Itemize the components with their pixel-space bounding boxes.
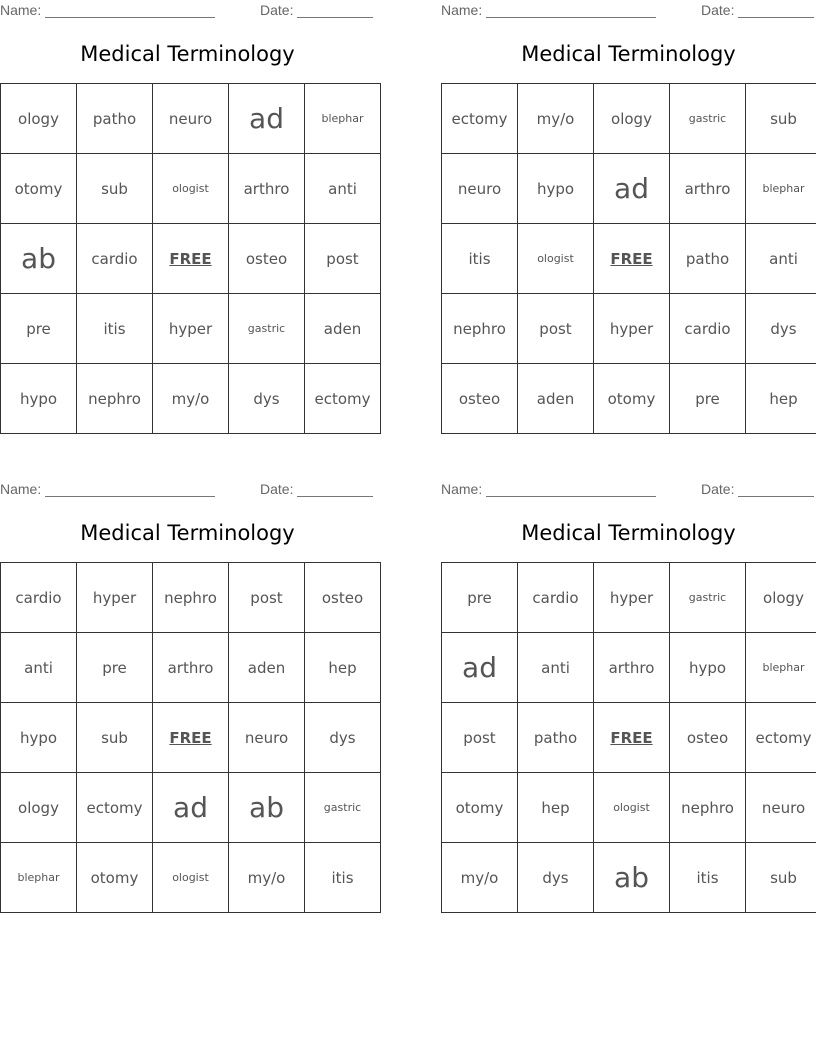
bingo-cell[interactable]: hypo [1,703,77,773]
bingo-cell[interactable]: hep [518,773,594,843]
bingo-cell[interactable]: dys [746,294,816,364]
bingo-card [0,0,375,440]
grid-row [1,224,381,294]
date-label: Date: [260,2,294,18]
bingo-cell[interactable]: itis [670,843,746,913]
bingo-cell[interactable]: hyper [594,563,670,633]
bingo-cell[interactable]: pre [442,563,518,633]
bingo-cell[interactable]: osteo [305,563,381,633]
bingo-cell[interactable]: arthro [594,633,670,703]
card-header [0,479,375,501]
bingo-cell[interactable]: blephar [1,843,77,913]
grid-row [442,773,816,843]
bingo-cell[interactable]: post [442,703,518,773]
card-title: Medical Terminology [521,521,736,545]
bingo-cell[interactable]: otomy [1,154,77,224]
bingo-cell[interactable]: ab [594,843,670,913]
bingo-cell[interactable]: ad [594,154,670,224]
bingo-cell[interactable]: sub [746,843,816,913]
grid-row [1,84,381,154]
bingo-cell[interactable]: arthro [229,154,305,224]
bingo-cell[interactable]: blephar [746,154,816,224]
bingo-cell[interactable]: anti [746,224,816,294]
grid-row [442,563,816,633]
bingo-cell[interactable]: otomy [594,364,670,434]
bingo-cell[interactable]: cardio [77,224,153,294]
bingo-cell[interactable]: post [518,294,594,364]
bingo-cell[interactable]: anti [1,633,77,703]
bingo-cell[interactable]: neuro [442,154,518,224]
grid-row [1,154,381,224]
name-blank-line[interactable] [486,3,656,18]
bingo-cell[interactable]: my/o [518,84,594,154]
grid-row [442,633,816,703]
date-label: Date: [701,2,735,18]
bingo-cell[interactable]: patho [670,224,746,294]
card-title: Medical Terminology [80,42,295,66]
bingo-cell[interactable]: itis [77,294,153,364]
bingo-cell[interactable]: patho [77,84,153,154]
bingo-cell[interactable]: gastric [229,294,305,364]
bingo-cell[interactable]: itis [442,224,518,294]
name-field [441,481,656,497]
free-space-cell[interactable]: FREE [153,703,229,773]
bingo-cell[interactable]: ectomy [746,703,816,773]
bingo-cell[interactable]: dys [305,703,381,773]
bingo-cell[interactable]: neuro [153,84,229,154]
free-space-cell[interactable]: FREE [153,224,229,294]
bingo-cell[interactable]: ab [1,224,77,294]
bingo-cell[interactable]: itis [305,843,381,913]
bingo-cell[interactable]: my/o [153,364,229,434]
bingo-cell[interactable]: gastric [305,773,381,843]
bingo-grid [441,562,816,913]
bingo-cell[interactable]: dys [229,364,305,434]
bingo-cell[interactable]: arthro [670,154,746,224]
bingo-cell[interactable]: ology [594,84,670,154]
date-field [260,481,373,497]
bingo-cell[interactable]: nephro [153,563,229,633]
bingo-cell[interactable]: aden [229,633,305,703]
grid-row [1,364,381,434]
bingo-cell[interactable]: neuro [229,703,305,773]
card-title: Medical Terminology [80,521,295,545]
bingo-cell[interactable]: hyper [77,563,153,633]
bingo-grid [0,83,381,434]
bingo-cell[interactable]: post [305,224,381,294]
bingo-cell[interactable]: ology [1,84,77,154]
bingo-cell[interactable]: ology [1,773,77,843]
name-blank-line[interactable] [486,482,656,497]
bingo-card [0,479,375,919]
bingo-cell[interactable]: ab [229,773,305,843]
bingo-cell[interactable]: anti [518,633,594,703]
bingo-cell[interactable]: pre [670,364,746,434]
bingo-card [441,479,816,919]
date-field [260,2,373,18]
name-label: Name: [0,2,42,18]
name-field [0,481,215,497]
bingo-grid [441,83,816,434]
bingo-cell[interactable]: anti [305,154,381,224]
grid-row [1,773,381,843]
date-field [701,2,814,18]
bingo-cell[interactable]: osteo [229,224,305,294]
grid-row [1,843,381,913]
bingo-cell[interactable]: ad [442,633,518,703]
date-label: Date: [701,481,735,497]
bingo-cell[interactable]: cardio [518,563,594,633]
name-label: Name: [0,481,42,497]
bingo-cell[interactable]: ologist [594,773,670,843]
bingo-cell[interactable]: my/o [229,843,305,913]
bingo-cell[interactable]: blephar [305,84,381,154]
grid-row [1,703,381,773]
bingo-cell[interactable]: arthro [153,633,229,703]
bingo-cell[interactable]: sub [77,154,153,224]
bingo-cell[interactable]: gastric [670,84,746,154]
bingo-cell[interactable]: post [229,563,305,633]
name-label: Name: [441,2,483,18]
bingo-cell[interactable]: hyper [153,294,229,364]
bingo-cell[interactable]: nephro [670,773,746,843]
bingo-cell[interactable]: sub [746,84,816,154]
bingo-cell[interactable]: blephar [746,633,816,703]
bingo-cell[interactable]: neuro [746,773,816,843]
bingo-cell[interactable]: ectomy [77,773,153,843]
bingo-cell[interactable]: patho [518,703,594,773]
grid-row [442,843,816,913]
bingo-cell[interactable]: hep [746,364,816,434]
card-header [441,479,816,501]
grid-row [442,364,816,434]
bingo-cell[interactable]: ologist [518,224,594,294]
bingo-cell[interactable]: dys [518,843,594,913]
grid-row [442,703,816,773]
bingo-cell[interactable]: pre [77,633,153,703]
grid-row [442,84,816,154]
grid-row [1,633,381,703]
card-title: Medical Terminology [521,42,736,66]
bingo-cell[interactable]: cardio [670,294,746,364]
bingo-cell[interactable]: aden [518,364,594,434]
bingo-cell[interactable]: osteo [442,364,518,434]
bingo-cell[interactable]: hyper [594,294,670,364]
bingo-cell[interactable]: pre [1,294,77,364]
name-label: Name: [441,481,483,497]
bingo-cell[interactable]: gastric [670,563,746,633]
bingo-cell[interactable]: hep [305,633,381,703]
bingo-cell[interactable]: ectomy [305,364,381,434]
name-blank-line[interactable] [45,482,215,497]
name-blank-line[interactable] [45,3,215,18]
name-field [441,2,656,18]
date-blank-line[interactable] [297,482,373,497]
bingo-cell[interactable]: hypo [670,633,746,703]
bingo-card [441,0,816,440]
bingo-cell[interactable]: ologist [153,154,229,224]
grid-row [1,294,381,364]
date-label: Date: [260,481,294,497]
date-blank-line[interactable] [738,3,814,18]
bingo-cell[interactable]: osteo [670,703,746,773]
grid-row [442,224,816,294]
bingo-cell[interactable]: sub [77,703,153,773]
bingo-cell[interactable]: my/o [442,843,518,913]
bingo-cell[interactable]: otomy [77,843,153,913]
grid-row [1,563,381,633]
bingo-cell[interactable]: aden [305,294,381,364]
bingo-cell[interactable]: hypo [518,154,594,224]
free-space-cell[interactable]: FREE [594,703,670,773]
bingo-cell[interactable]: ad [229,84,305,154]
bingo-cell[interactable]: ologist [153,843,229,913]
bingo-cell[interactable]: nephro [442,294,518,364]
bingo-cell[interactable]: ectomy [442,84,518,154]
bingo-cell[interactable]: otomy [442,773,518,843]
bingo-cell[interactable]: cardio [1,563,77,633]
bingo-cell[interactable]: ology [746,563,816,633]
grid-row [442,154,816,224]
grid-row [442,294,816,364]
name-field [0,2,215,18]
bingo-cell[interactable]: hypo [1,364,77,434]
bingo-cell[interactable]: ad [153,773,229,843]
bingo-grid [0,562,381,913]
date-blank-line[interactable] [297,3,373,18]
bingo-cell[interactable]: nephro [77,364,153,434]
date-blank-line[interactable] [738,482,814,497]
free-space-cell[interactable]: FREE [594,224,670,294]
date-field [701,481,814,497]
card-header [0,0,375,22]
card-header [441,0,816,22]
